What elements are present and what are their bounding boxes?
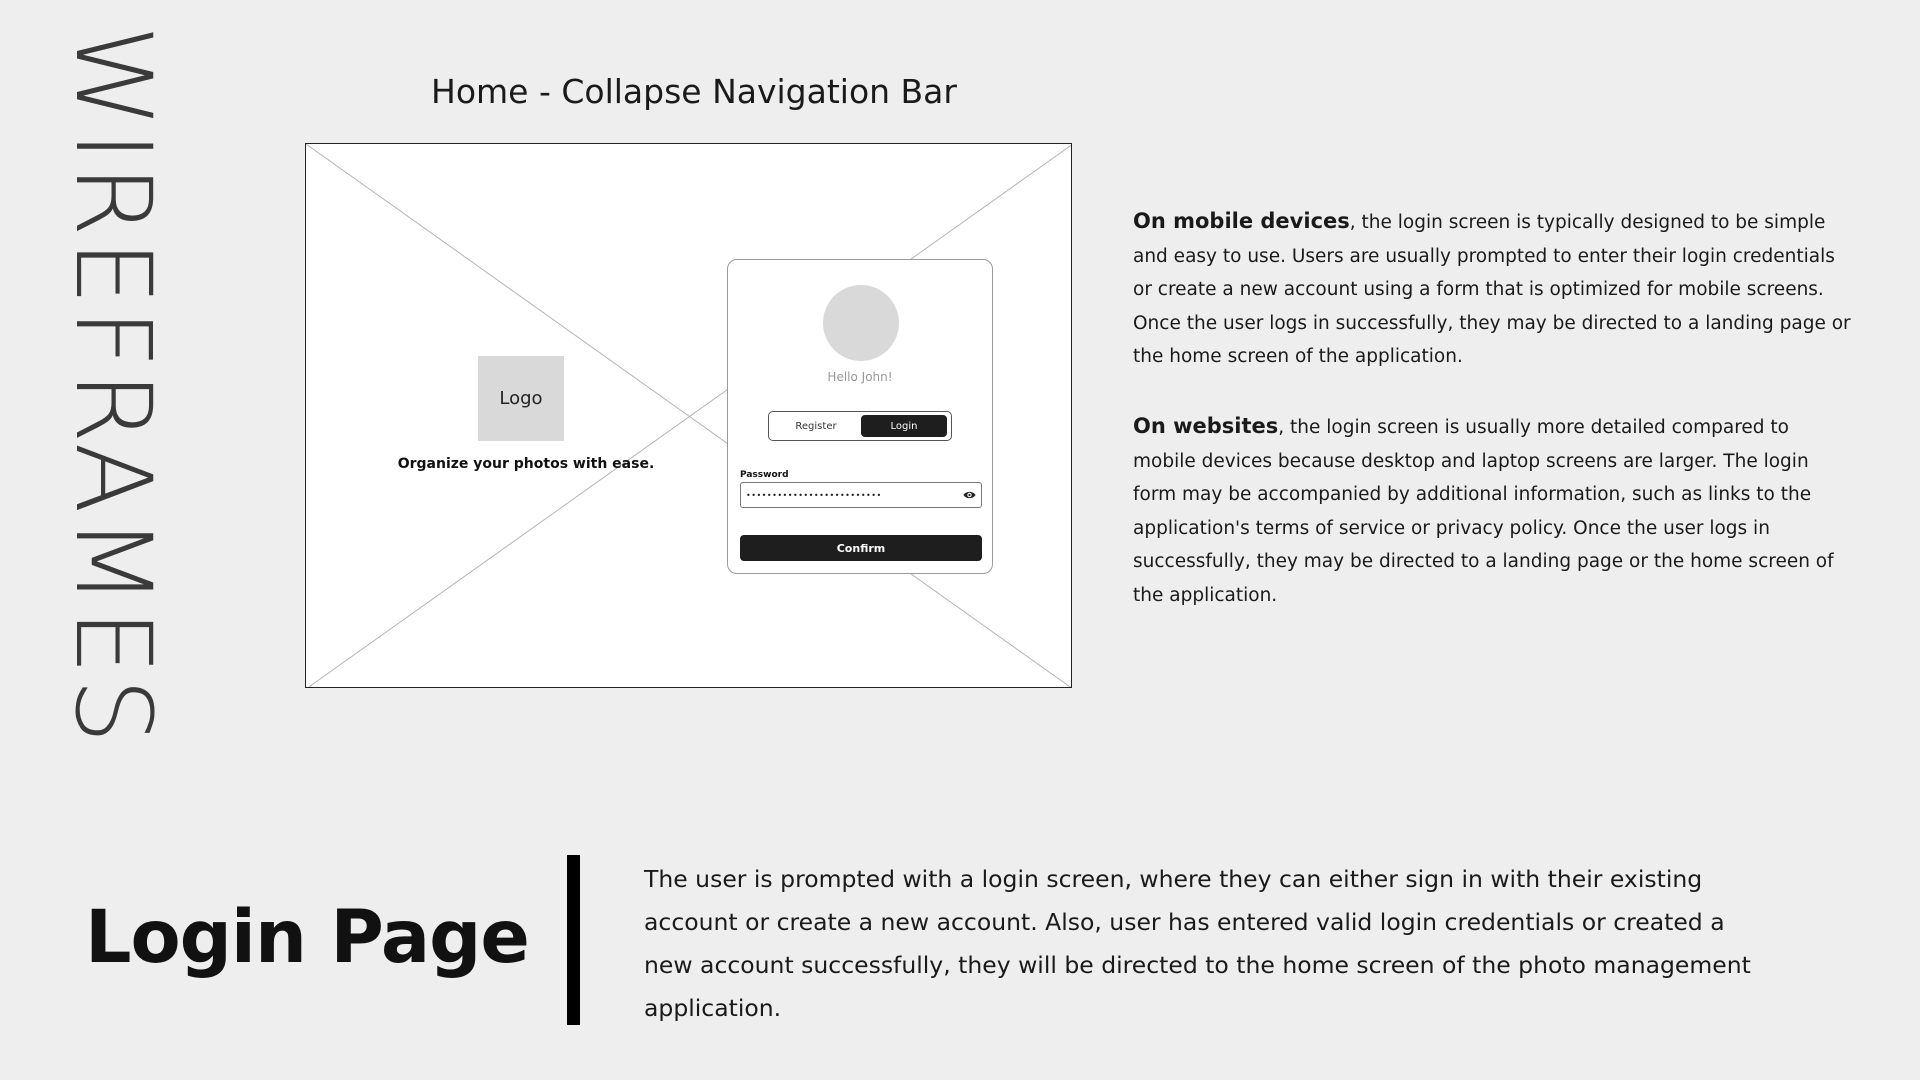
side-title: WIREFRAMES <box>52 25 174 747</box>
web-description <box>1133 410 1853 612</box>
web-heading: On websites <box>1133 414 1279 438</box>
login-tab[interactable]: Login <box>861 415 947 437</box>
page-title: Login Page <box>85 895 529 980</box>
mobile-heading: On mobile devices <box>1133 209 1350 233</box>
tagline: Organize your photos with ease. <box>397 456 655 472</box>
eye-icon[interactable] <box>963 490 976 500</box>
mobile-text: , the login screen is typically designed to be simple and easy to use. Users are usually prompted to enter their login credentials or create a new account using a form that is optimized for mobile screens. Once the user logs in successfully, they may be directed to a landing page or the home screen of the application. <box>1133 212 1851 367</box>
logo-placeholder <box>478 356 564 441</box>
confirm-button[interactable]: Confirm <box>740 535 982 561</box>
greeting-text: Hello John! <box>827 370 893 384</box>
section-divider <box>567 855 580 1025</box>
password-label: Password <box>740 470 789 480</box>
auth-mode-toggle <box>768 411 952 441</box>
page-description: The user is prompted with a login screen, where they can either sign in with their existing account or create a new account. Also, user has entered valid login credentials or created a new account successfully, they will be directed to the home screen of the photo management application. <box>644 865 1751 1022</box>
wireframe-canvas <box>305 143 1072 688</box>
password-field[interactable] <box>740 482 982 508</box>
password-value: •••••••••••••••••••••••••• <box>746 490 882 500</box>
mobile-description <box>1133 205 1853 374</box>
login-card <box>727 259 993 574</box>
register-tab[interactable]: Register <box>795 420 837 432</box>
frame-title: Home - Collapse Navigation Bar <box>431 72 957 111</box>
avatar[interactable] <box>823 285 899 361</box>
logo-label: Logo <box>499 388 543 409</box>
web-text: , the login screen is usually more detailed compared to mobile devices because desktop and laptop screens are larger. The login form may be accompanied by additional information, such as links to the application's terms of service or privacy policy. Once the user logs in successfully, they may be directed to a landing page or the home screen of the application. <box>1133 417 1834 606</box>
